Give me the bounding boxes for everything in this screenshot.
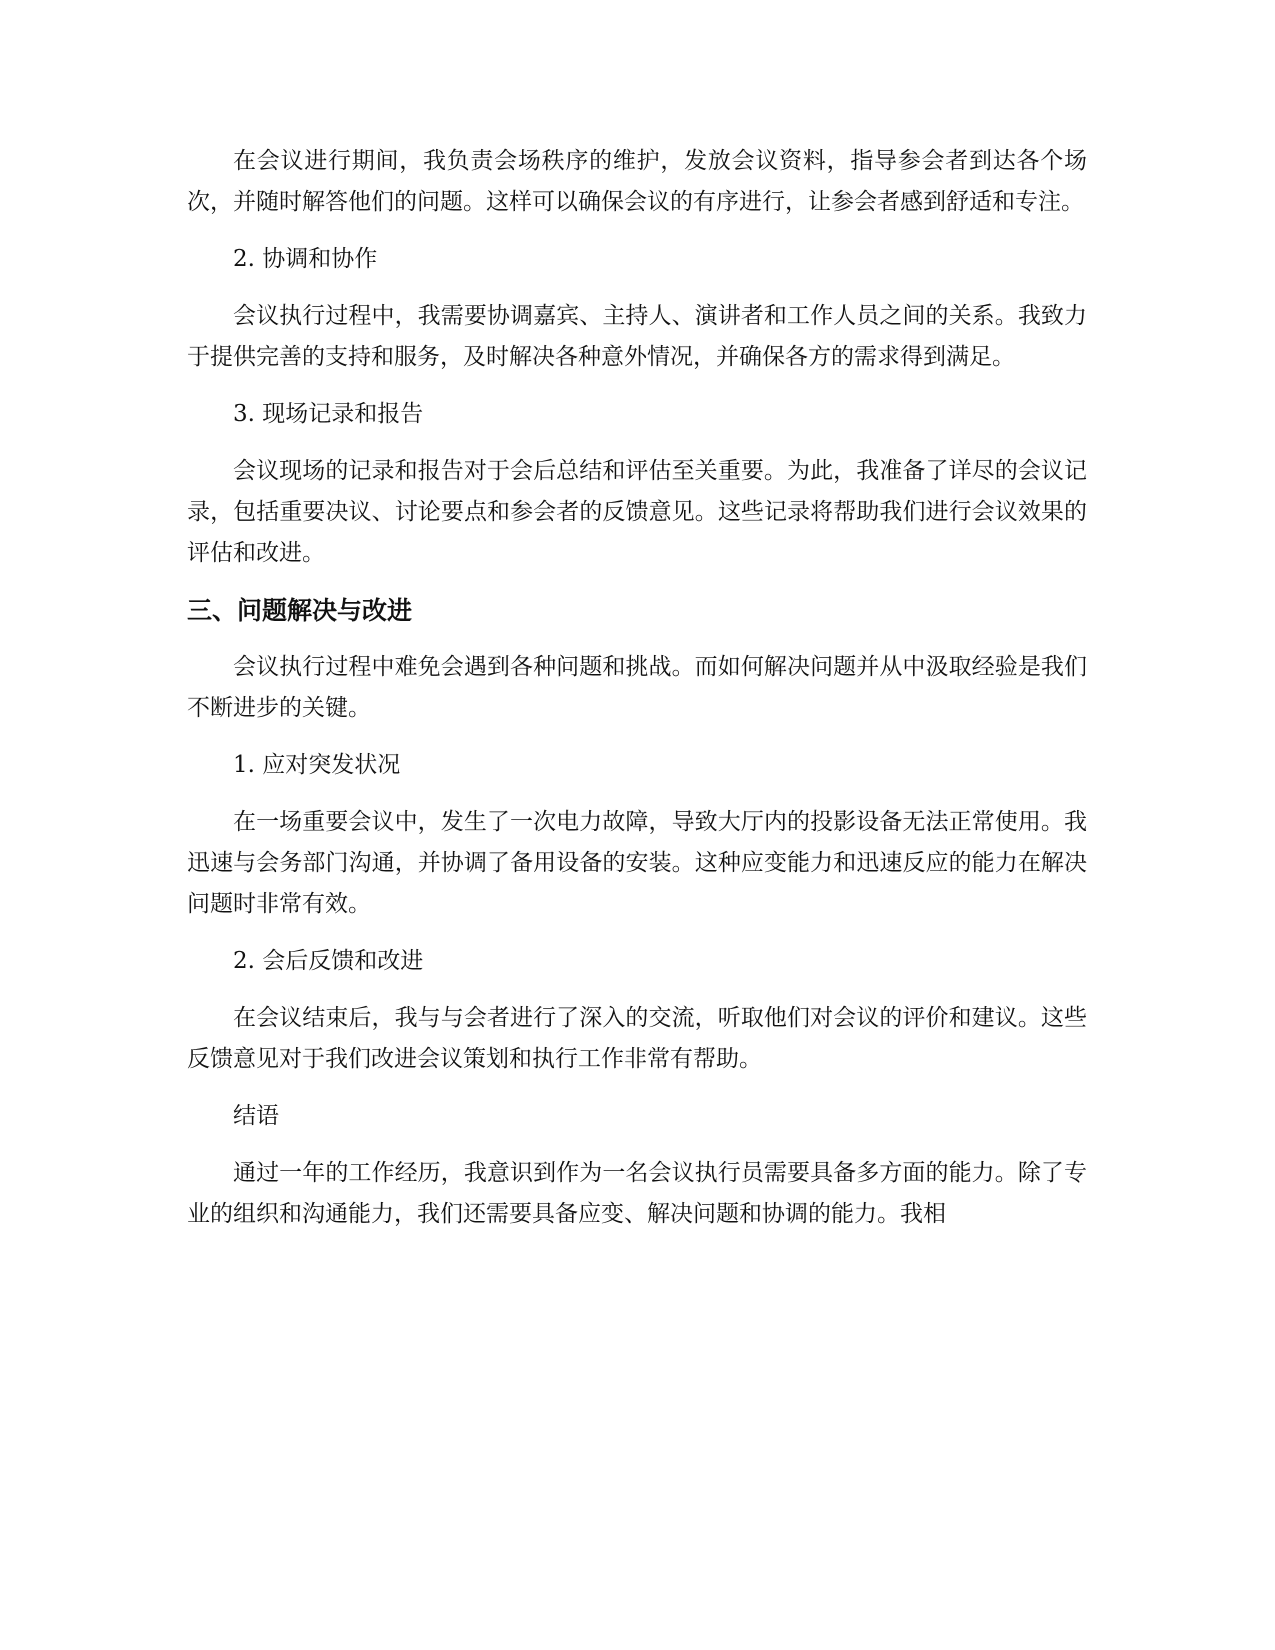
- section-heading-problem-solving: 三、问题解决与改进: [187, 596, 413, 625]
- paragraph-meeting-order: 在会议进行期间，我负责会场秩序的维护，发放会议资料，指导参会者到达各个场次，并随时解答他们的问题。这样可以确保会议的有序进行，让参会者感到舒适和专注。: [187, 148, 1087, 215]
- paragraph-feedback: 在会议结束后，我与与会者进行了深入的交流，听取他们对会议的评价和建议。这些反馈意见对于我们改进会议策划和执行工作非常有帮助。: [187, 1005, 1087, 1072]
- paragraph-coordination: 会议执行过程中，我需要协调嘉宾、主持人、演讲者和工作人员之间的关系。我致力于提供完善的支持和服务，及时解决各种意外情况，并确保各方的需求得到满足。: [187, 303, 1087, 370]
- subheading-coordination: 2. 协调和协作: [233, 246, 378, 272]
- paragraph-onsite-records: 会议现场的记录和报告对于会后总结和评估至关重要。为此，我准备了详尽的会议记录，包括重要决议、讨论要点和参会者的反馈意见。这些记录将帮助我们进行会议效果的评估和改进。: [187, 458, 1087, 566]
- document-body: [187, 141, 1087, 1251]
- paragraph-emergencies: 在一场重要会议中，发生了一次电力故障，导致大厅内的投影设备无法正常使用。我迅速与会务部门沟通，并协调了备用设备的安装。这种应变能力和迅速反应的能力在解决问题时非常有效。: [187, 809, 1087, 917]
- subheading-emergencies: 1. 应对突发状况: [233, 752, 401, 778]
- subheading-feedback: 2. 会后反馈和改进: [233, 948, 424, 974]
- subheading-onsite-records: 3. 现场记录和报告: [233, 401, 424, 427]
- paragraph-problem-intro: 会议执行过程中难免会遇到各种问题和挑战。而如何解决问题并从中汲取经验是我们不断进步的关键。: [187, 654, 1087, 721]
- subheading-conclusion: 结语: [233, 1103, 279, 1129]
- paragraph-conclusion: 通过一年的工作经历，我意识到作为一名会议执行员需要具备多方面的能力。除了专业的组织和沟通能力，我们还需要具备应变、解决问题和协调的能力。我相: [187, 1160, 1087, 1227]
